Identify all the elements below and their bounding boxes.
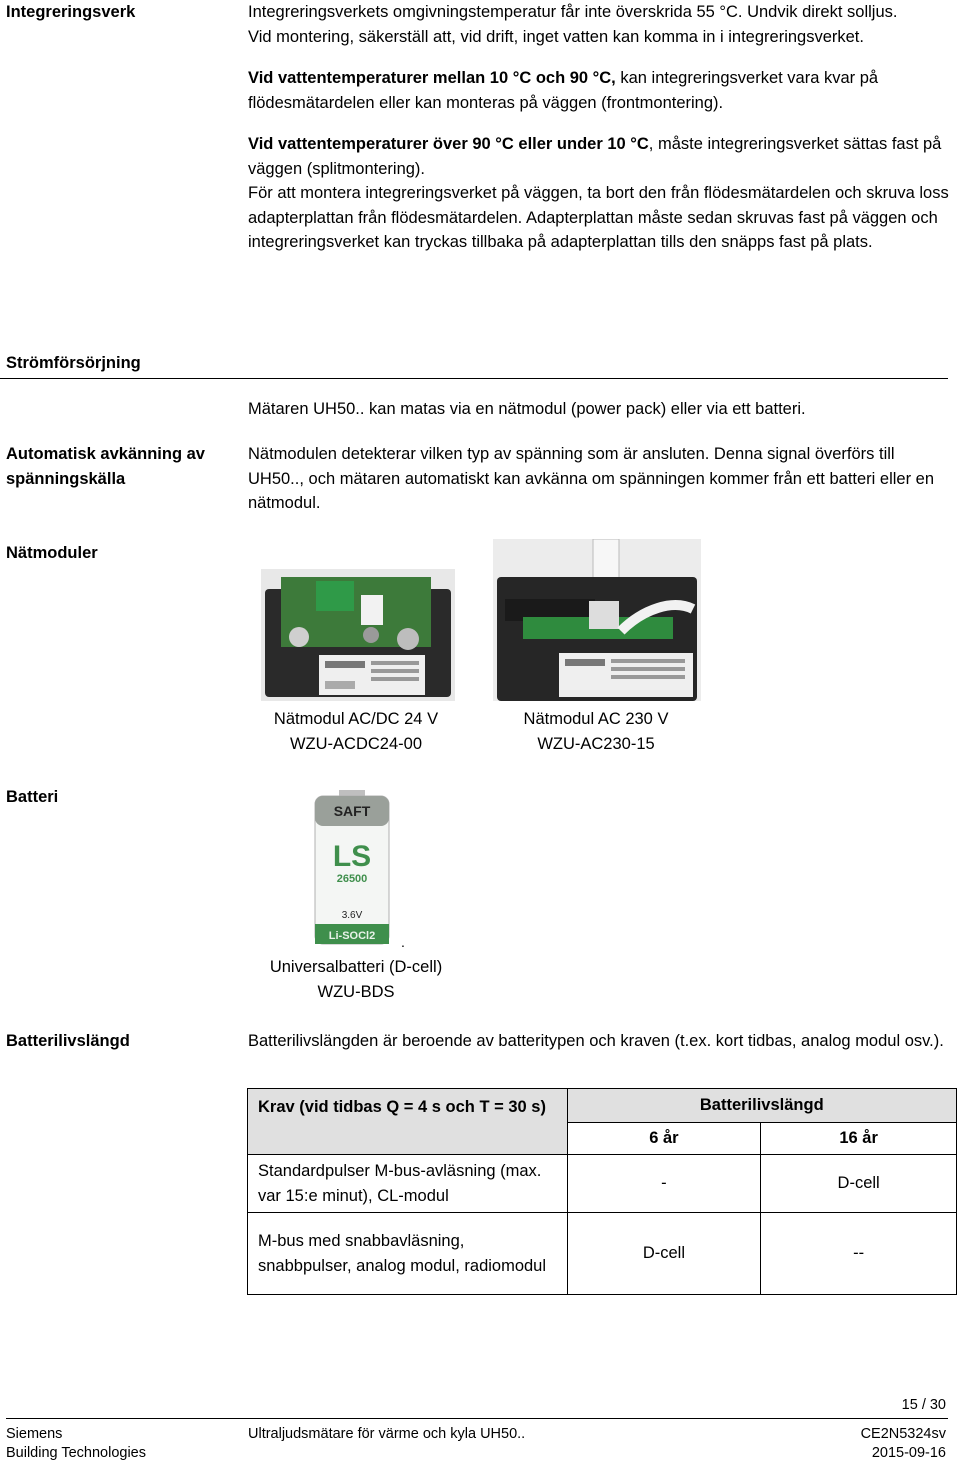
row-1-16-years: D-cell [761,1155,957,1213]
footer-rule [6,1418,948,1419]
battery-code: WZU-BDS [317,982,395,1001]
module-2-code: WZU-AC230-15 [537,734,655,753]
battery-model: LS [332,840,372,873]
module-2-name: Nätmodul AC 230 V [523,710,669,728]
power-module-acdc-photo [261,569,455,701]
battery-chemistry: Li-SOCl2 [328,930,376,942]
table-header-row [248,1089,957,1123]
lifetime-text: Batterilivslängden är beroende av batteritypen och kraven (t.ex. kort tidbas, analog modul osv.). [248,1032,944,1050]
power-heading: Strömförsörjning [6,354,141,372]
battery-voltage: 3.6V [341,910,363,921]
auto-label: Automatisk avkänning av spänningskälla [6,445,205,488]
footer-company-division: Building Technologies [6,1445,147,1461]
page-number: 15 / 30 [901,1397,946,1413]
footer-document-title: Ultraljudsmätare för värme och kyla UH50.. [248,1426,526,1442]
integration-p3-bold: Vid vattentemperaturer över 90 °C eller under 10 °C [248,135,649,153]
table-row [248,1155,957,1213]
footer-doc-info [760,1425,946,1463]
module-1-name: Nätmodul AC/DC 24 V [273,710,439,728]
integration-p2-rest: kan integreringsverket vara kvar på flödesmätardelen eller kan monteras på väggen (frontmontering). [248,69,879,112]
footer-date: 2015-09-16 [871,1445,946,1461]
row-2-requirement: M-bus med snabbavläsning, snabbpulser, analog modul, radiomodul [248,1213,568,1295]
battery-brand: SAFT [333,803,371,819]
section-label-integration: Integreringsverk [6,3,136,21]
row-2-16-years: -- [761,1213,957,1295]
header-requirement: Krav (vid tidbas Q = 4 s och T = 30 s) [248,1089,568,1155]
lifetime-label: Batterilivslängd [6,1032,130,1050]
integration-p2-bold: Vid vattentemperaturer mellan 10 °C och 90 °C, [248,69,616,87]
integration-p3-rest: , måste integreringsverket sättas fast på väggen (splitmontering). [248,135,942,178]
row-1-6-years: - [567,1155,761,1213]
module-1-code: WZU-ACDC24-00 [289,734,423,753]
auto-text: Nätmodulen detekterar vilken typ av spänning som är ansluten. Denna signal överförs till UH50.., och mätaren automatiskt kan avkänna om spänningen kommer från ett batteri eller en nätmodul. [248,445,935,512]
battery-name: Universalbatteri (D-cell) [269,958,443,976]
integration-p4: För att montera integreringsverket på väggen, ta bort den från flödesmätardelen och skruva loss adapterplattan från flödesmätardelen. Adapterplattan måste sedan skruvas fast på väggen och integreringsverket kan tryckas tillbaka på adapterplattan tills den snäpps fast på plats. [248,184,949,251]
footer-company-name: Siemens [6,1426,63,1442]
modules-label: Nätmoduler [6,544,98,562]
integration-p2 [248,66,953,115]
module-2-caption [486,707,706,756]
power-module-ac230-photo [493,539,701,701]
power-module-ac230-illustration [493,539,701,701]
header-16-years: 16 år [761,1123,957,1155]
power-intro: Mätaren UH50.. kan matas via en nätmodul (power pack) eller via ett batteri. [248,400,806,418]
battery-illustration [305,790,400,948]
integration-p1b: Vid montering, säkerställ att, vid drift, inget vatten kan komma in i integreringsverket. [248,27,864,46]
footer-company [6,1425,146,1463]
module-1-caption [246,707,466,756]
battery-dot: . [401,934,405,950]
header-6-years: 6 år [567,1123,761,1155]
header-lifetime: Batterilivslängd [567,1089,956,1123]
battery-caption [246,955,466,1004]
heading-rule [0,378,948,379]
integration-p1a: Integreringsverkets omgivningstemperatur får inte överskrida 55 °C. Undvik direkt solljus. [248,3,898,21]
battery-photo [305,790,400,948]
battery-model-number: 26500 [336,873,368,885]
battery-label: Batteri [6,788,59,806]
battery-lifetime-table [247,1088,957,1295]
row-1-requirement: Standardpulser M-bus-avläsning (max. var 15:e minut), CL-modul [248,1155,568,1213]
row-2-6-years: D-cell [567,1213,761,1295]
integration-p3 [248,132,953,181]
table-row [248,1213,957,1295]
integration-text [248,0,953,255]
power-module-acdc-illustration [261,569,455,701]
footer-doc-number: CE2N5324sv [860,1426,946,1442]
